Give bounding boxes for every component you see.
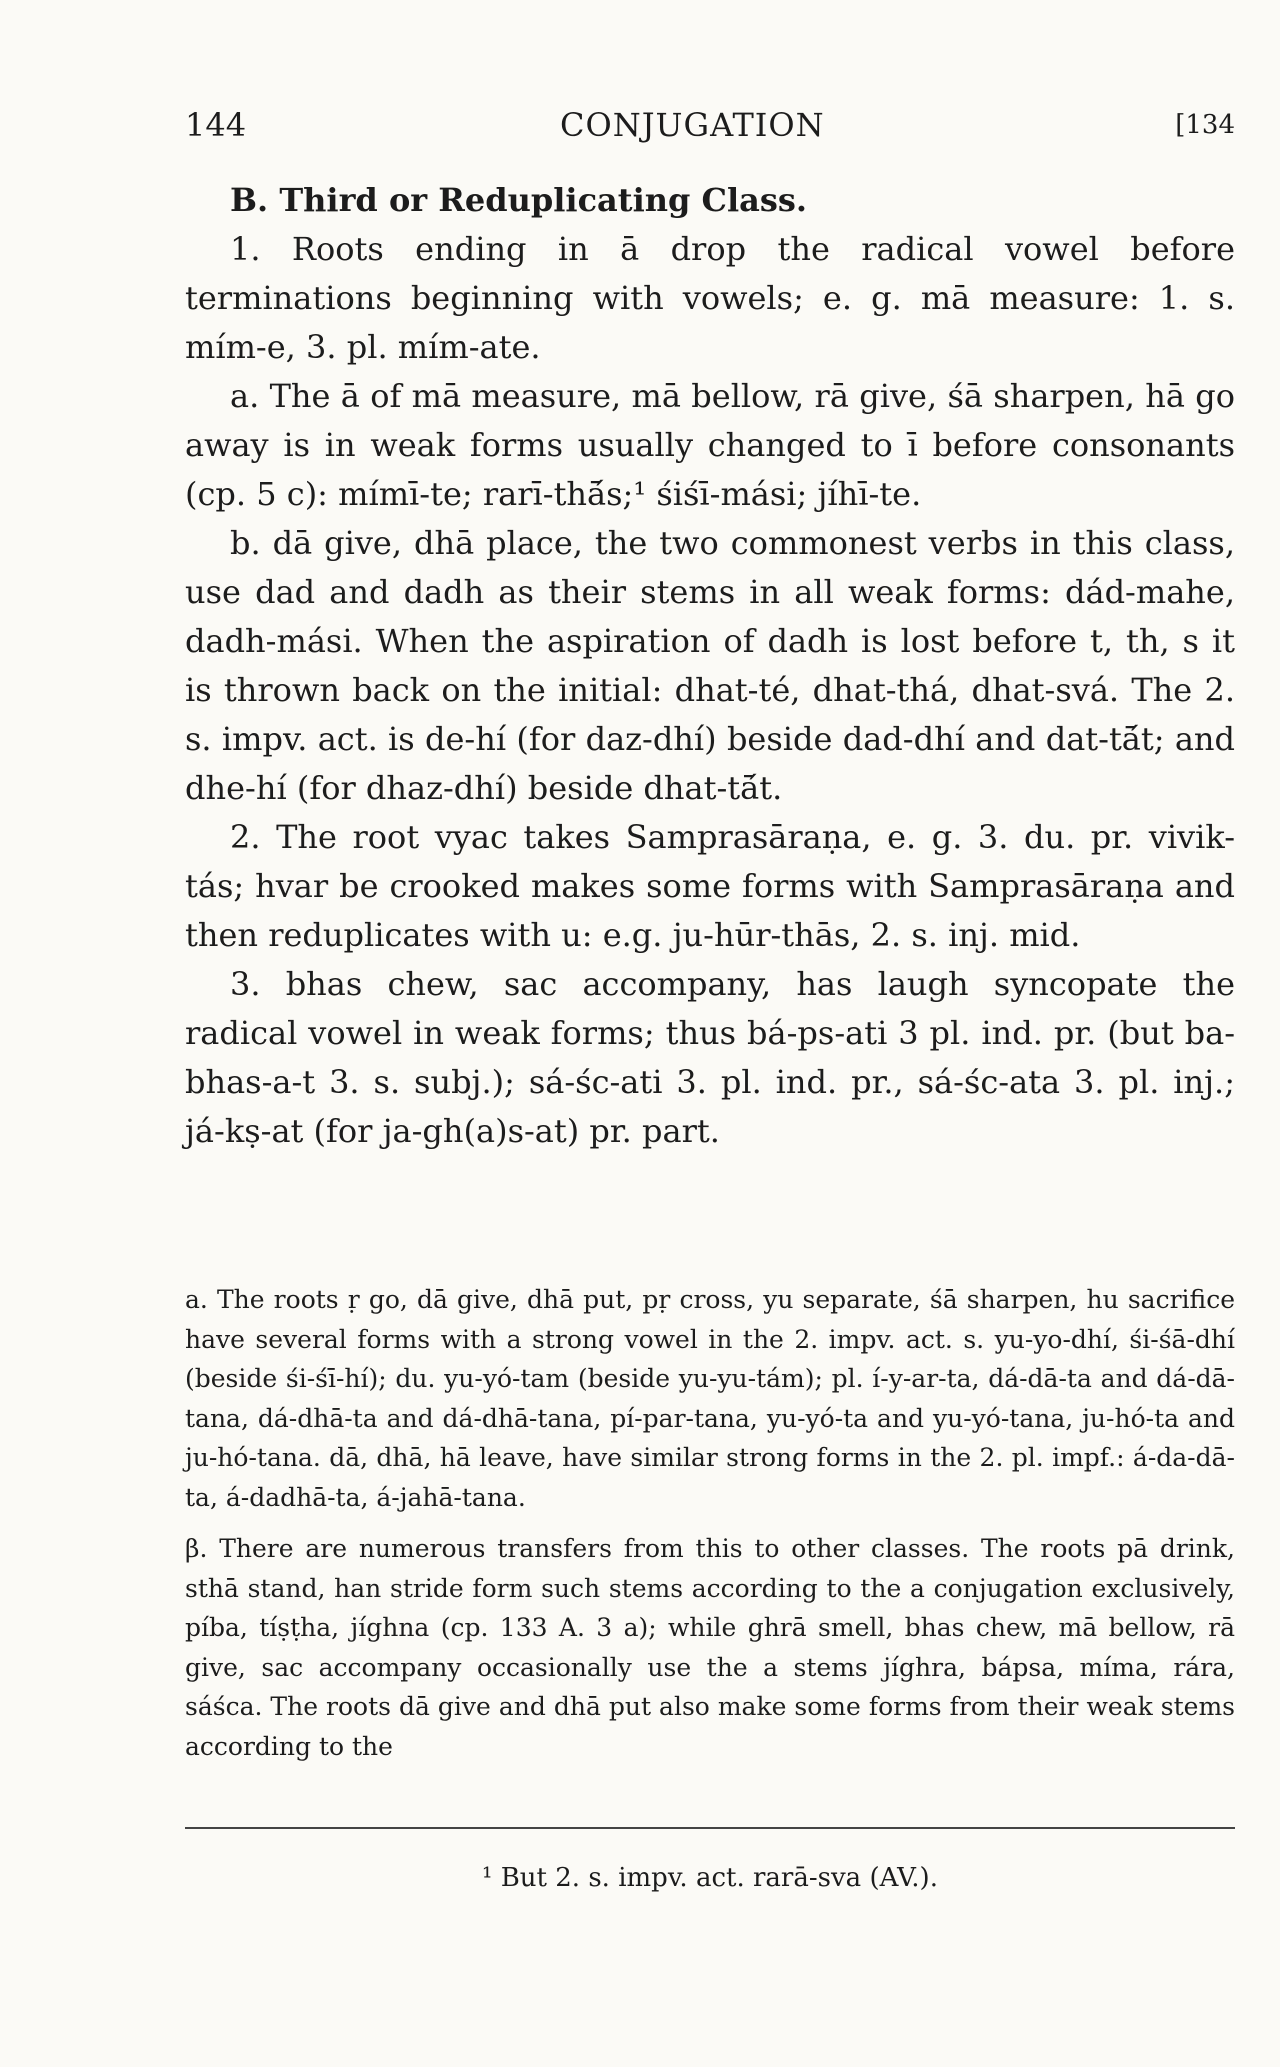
paragraph-1a: a. The ā of mā measure, mā bellow, rā give, śā sharpen, hā go away is in weak forms usually changed to ī before consonants (cp. 5 c): mímī-te; rarī-thā́s;¹ śiśī-mási; jíhī-te. — [185, 377, 1235, 513]
running-header — [185, 100, 1235, 150]
section-heading: B. Third or Reduplicating Class. — [230, 181, 808, 219]
page-title: CONJUGATION — [560, 106, 825, 144]
footnote-divider — [185, 1827, 1235, 1829]
page-number: 144 — [185, 106, 247, 144]
paragraph-1: 1. Roots ending in ā drop the radical vowel before terminations beginning with vowels; e. g. mā measure: 1. s. mím-e, 3. pl. mím-ate. — [185, 230, 1235, 366]
note-beta: β. There are numerous transfers from this to other classes. The roots pā drink, sthā stand, han stride form such stems according to the a conjugation exclusively, píba, tíṣṭha, jíghna (cp. 133 A. 3 a); while ghrā smell, bhas chew, mā bellow, rā give, sac accompany occasionally use the a stems jíghra, bápsa, míma, rára, sáśca. The roots dā give and dhā put also make some forms from their weak stems according to the — [185, 1534, 1235, 1761]
section-reference: [134 — [1175, 110, 1235, 140]
small-print-notes — [185, 1280, 1235, 1778]
paragraph-3: 3. bhas chew, sac accompany, has laugh syncopate the radical vowel in weak forms; thus bá-ps-ati 3 pl. ind. pr. (but ba-bhas-a-t 3. s. subj.); sá-śc-ati 3. pl. ind. pr., sá-śc-ata 3. pl. inj.; já-kṣ-at (for ja-gh(a)s-at) pr. part. — [185, 965, 1235, 1150]
footnote: ¹ But 2. s. impv. act. rarā-sva (AV.). — [482, 1863, 938, 1893]
note-alpha: a. The roots ṛ go, dā give, dhā put, pṛ cross, yu separate, śā sharpen, hu sacrifice have several forms with a strong vowel in the 2. impv. act. s. yu-yo-dhí, śi-śā-dhí (beside śi-śī-hí); du. yu-yó-tam (beside yu-yu-tám); pl. í-y-ar-ta, dá-dā-ta and dá-dā-tana, dá-dhā-ta and dá-dhā-tana, pí-par-tana, yu-yó-ta and yu-yó-tana, ju-hó-ta and ju-hó-tana. dā, dhā, hā leave, have similar strong forms in the 2. pl. impf.: á-da-dā-ta, á-dadhā-ta, á-jahā-tana. — [185, 1285, 1235, 1512]
main-text — [185, 176, 1235, 1156]
paragraph-1b: b. dā give, dhā place, the two commonest verbs in this class, use dad and dadh as their stems in all weak forms: dád-mahe, dadh-mási. When the aspiration of dadh is lost before t, th, s it is thrown back on the initial: dhat-té, dhat-thá, dhat-svá. The 2. s. impv. act. is de-hí (for daz-dhí) beside dad-dhí and dat-tā́t; and dhe-hí (for dhaz-dhí) beside dhat-tā́t. — [185, 524, 1235, 807]
paragraph-2: 2. The root vyac takes Samprasāraṇa, e. g. 3. du. pr. vivik-tás; hvar be crooked makes some forms with Samprasāraṇa and then reduplicates with u: e.g. ju-hūr-thās, 2. s. inj. mid. — [185, 818, 1235, 954]
